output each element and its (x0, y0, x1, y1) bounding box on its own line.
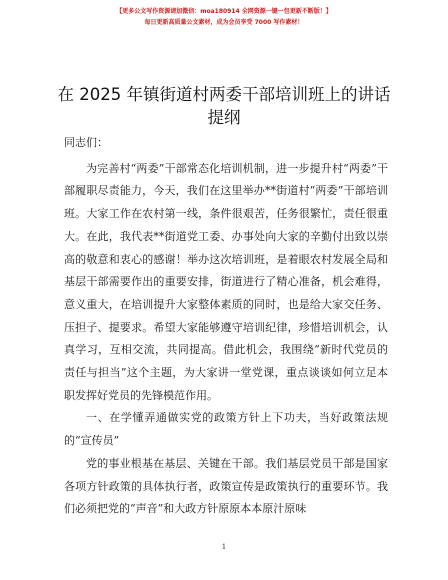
banner-line-2: 每日更新高质量公文素材，成为会员享受 7000 写作素材！ (144, 19, 304, 26)
salutation: 同志们： (64, 136, 108, 149)
page-number: 1 (221, 543, 227, 551)
body-paragraph-2: 党的事业根基在基层、关键在干部。我们基层党员干部是国家各项方针政策的具体执行者，政策宣传是政策执行的重要环节。我们必须把党的“声音”和大政方针原原本本原汁原味 (64, 456, 388, 516)
document-body (64, 132, 388, 521)
banner-line-1: 【更多公文写作资源请加微信：moa180914 全网资源一键一包更新不断版！】 (116, 8, 332, 15)
header-banner (0, 6, 448, 28)
body-paragraph-1: 为完善村“两委”干部常态化培训机制，进一步提升村“两委”干部履职尽责能力，今天，我们在这里举办**街道村“两委”干部培训班。大家工作在农村第一线，条件很艰苦，任务很繁忙，责任很重大。在此，我代表**街道党工委、办事处向大家的辛勤付出致以崇高的敬意和衷心的感谢！举办这次培训班，是着眼农村发展全局和基层干部需要作出的重要安排，街道进行了精心准备，机会难得，意义重大，在培训提升大家整体素质的同时，也是给大家交任务、压担子、提要求。希望大家能够遵守培训纪律，珍惜培训机会，认真学习，互相交流，共同提高。借此机会，我围绕“新时代党员的责任与担当”这个主题，为大家讲一堂党课，重点谈谈如何立足本职发挥好党员的先锋模范作用。 (64, 161, 388, 402)
document-title: 在 2025 年镇街道村两委干部培训班上的讲话提纲 (57, 85, 391, 127)
section-heading-1: 一、在学懂弄通做实党的政策方针上下功夫，当好政策法规的“宣传员” (64, 411, 388, 448)
